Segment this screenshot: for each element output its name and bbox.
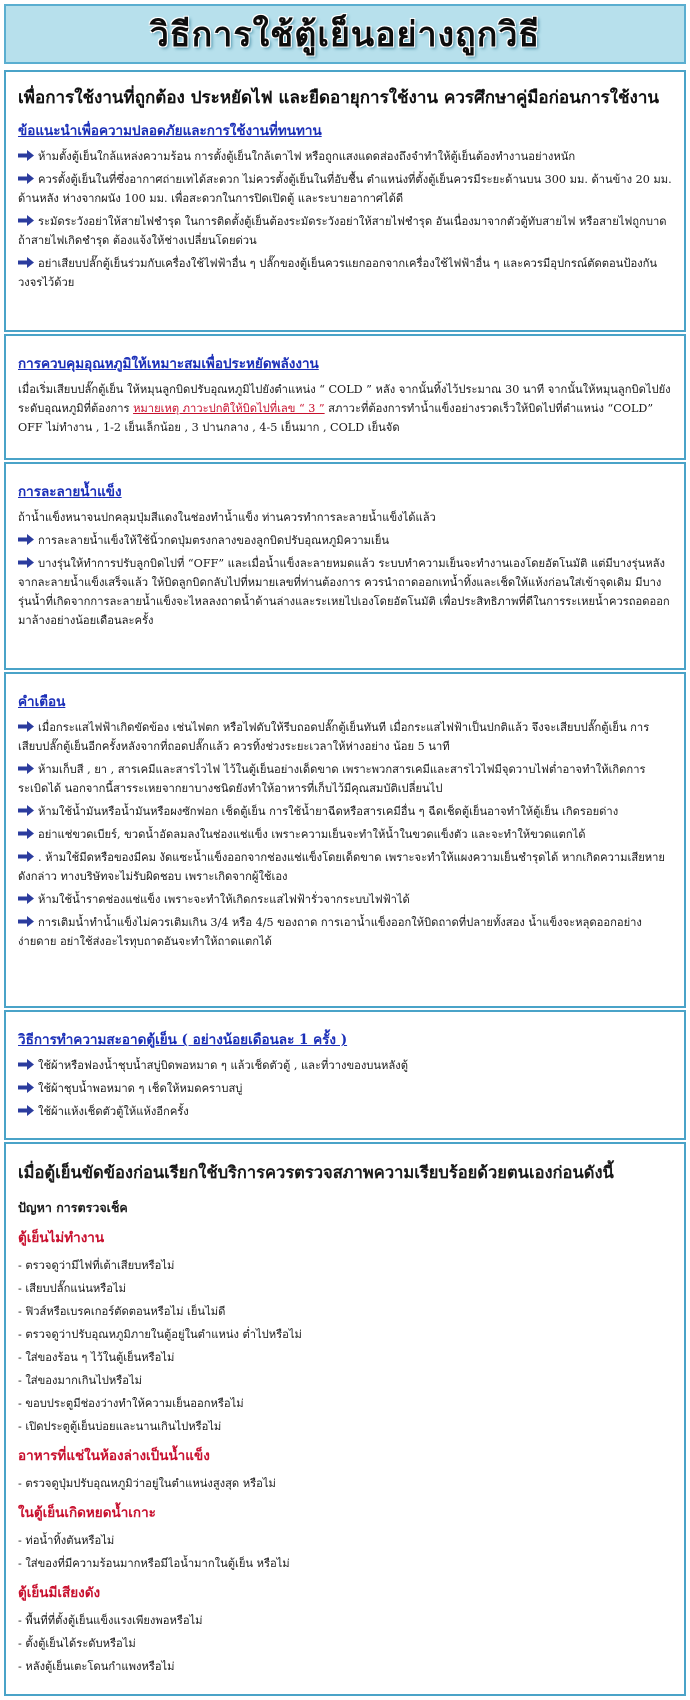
problem-heading: ในตู้เย็นเกิดหยดน้ำเกาะ — [18, 1505, 156, 1521]
list-item-text: ห้ามใช้น้ำราดช่องแช่แข็ง เพราะจะทำให้เกิดกระแสไฟฟ้ารั่วจากระบบไฟฟ้าได้ — [38, 893, 410, 906]
arrow-right-icon — [18, 1082, 34, 1093]
safety-section — [4, 70, 686, 332]
troubleshoot-subtitle: ปัญหา การตรวจเช็ค — [18, 1200, 128, 1215]
temperature-note: หมายเหตุ ภาวะปกติให้บิดไปที่เลข “ 3 ” — [133, 402, 325, 415]
safety-list — [18, 147, 672, 292]
list-item — [18, 802, 672, 821]
list-item — [18, 212, 672, 250]
check-item: - ตั้งตู้เย็นได้ระดับหรือไม่ — [18, 1637, 136, 1650]
arrow-right-icon — [18, 721, 34, 732]
temperature-title: การควบคุมอุณหภูมิให้เหมาะสมเพื่อประหยัดพลังงาน — [18, 356, 319, 372]
check-item: - เปิดประตูตู้เย็นบ่อยและนานเกินไปหรือไม่ — [18, 1420, 222, 1433]
check-item: - ตรวจดูว่าปรับอุณหภูมิภายในตู้อยู่ในตำแหน่ง ต่ำไปหรือไม่ — [18, 1328, 302, 1341]
check-item: - ขอบประตูมีช่องว่างทำให้ความเย็นออกหรือไม่ — [18, 1397, 244, 1410]
list-item-text: . ห้ามใช้มีดหรือของมีคม งัดแซะน้ำแข็งออกจากช่องแช่แข็งโดยเด็ดขาด เพราะจะทำให้แผงความเย็นชำรุดได้ หากเกิดความเสียหายดังกล่าว ทางบริษัทจะไม่รับผิดชอบ เพราะเกิดจากผู้ใช้เอง — [18, 851, 665, 883]
arrow-right-icon — [18, 257, 34, 268]
list-item — [18, 848, 672, 886]
list-item-text: บางรุ่นให้ทำการปรับลูกบิดไปที่ “OFF” และเมื่อน้ำแข็งละลายหมดแล้ว ระบบทำความเย็นจะทำงานเองโดยอัตโนมัติ แต่มีบางรุ่นหลังจากละลายน้ำแข็งเสร็จแล้ว ให้บิดลูกบิดกลับไปที่หมายเลขที่ท่านต้องการ ควรนำถาดออกเทน้ำทิ้งและเช็ดให้แห้งก่อนใส่เข้าจุดเดิม มีบางรุ่นน้ำที่เกิดจากการละลายน้ำแข็งจะไหลลงถาดน้ำด้านล่างและระเหยไปเองโดยอัตโนมัติ เพื่อประสิทธิภาพที่ดีในการระเหยน้ำควรถอดออกมาล้างอย่างน้อยเดือนละครั้ง — [18, 557, 670, 627]
arrow-right-icon — [18, 828, 34, 839]
list-item — [18, 170, 672, 208]
check-item: - ฟิวส์หรือเบรคเกอร์ตัดตอนหรือไม่ เย็นไม่ดี — [18, 1305, 226, 1318]
problem-heading: อาหารที่แช่ในห้องล่างเป็นน้ำแข็ง — [18, 1448, 210, 1464]
arrow-right-icon — [18, 916, 34, 927]
list-item — [18, 825, 672, 844]
list-item-text: การละลายน้ำแข็งให้ใช้นิ้วกดปุ่มตรงกลางของลูกบิดปรับอุณหภูมิความเย็น — [38, 534, 390, 547]
check-item: - ใส่ของร้อน ๆ ไว้ในตู้เย็นหรือไม่ — [18, 1351, 175, 1364]
list-item-text: ห้ามใช้น้ำมันหรือน้ำมันหรือผงซักฟอก เช็ดตู้เย็น การใช้น้ำยาฉีดหรือสารเคมีอื่น ๆ ฉีดเช็ดตู้เย็นอาจทำให้ตู้เย็น เกิดรอยด่าง — [38, 805, 619, 818]
check-item: - ท่อน้ำทิ้งตันหรือไม่ — [18, 1534, 115, 1547]
list-item — [18, 890, 672, 909]
cleaning-title: วิธีการทำความสะอาดตู้เย็น ( อย่างน้อยเดือนละ 1 ครั้ง ) — [18, 1032, 348, 1048]
list-item-text: ควรตั้งตู้เย็นในที่ซึ่งอากาศถ่ายเทได้สะดวก ไม่ควรตั้งตู้เย็นในที่อับชื้น ตำแหน่งที่ตั้งตู้เย็นควรมีระยะด้านบน 300 มม. ด้านข้าง 20 มม. ด้านหลัง ห่างจากผนัง 100 มม. เพื่อสะดวกในการปิดเปิดตู้ และระบายอากาศได้ดี — [18, 173, 672, 205]
defrost-lead: ถ้าน้ำแข็งหนาจนปกคลุมปุ่มสีแดงในช่องทำน้ำแข็ง ท่านควรทำการละลายน้ำแข็งได้แล้ว — [18, 511, 436, 524]
cleaning-section — [4, 1010, 686, 1140]
intro-text: เพื่อการใช้งานที่ถูกต้อง ประหยัดไฟ และยืดอายุการใช้งาน ควรศึกษาคู่มือก่อนการใช้งาน — [18, 88, 660, 108]
check-item: - เสียบปลั๊กแน่นหรือไม่ — [18, 1282, 126, 1295]
list-item-text: อย่าแช่ขวดเบียร์, ขวดน้ำอัดลมลงในช่องแช่แข็ง เพราะความเย็นจะทำให้น้ำในขวดแข็งตัว และจะทำให้ขวดแตกได้ — [38, 828, 586, 841]
arrow-right-icon — [18, 893, 34, 904]
list-item-text: ห้ามตั้งตู้เย็นใกล้แหล่งความร้อน การตั้งตู้เย็นใกล้เตาไฟ หรือถูกแสงแดดส่องถึงจำทำให้ตู้เย็นต้องทำงานอย่างหนัก — [38, 150, 576, 163]
arrow-right-icon — [18, 851, 34, 862]
list-item — [18, 1102, 672, 1121]
list-item — [18, 554, 672, 630]
temperature-text — [18, 380, 672, 437]
temperature-text-before: เมื่อเริ่มเสียบปลั๊กตู้เย็น ให้หมุนลูกบิดปรับอุณหภูมิไปยังตำแหน่ง “ COLD ” หลัง จากนั้นทิ้งไว้ประมาณ 30 นาที จากนั้นให้หมุนลูกบิดไปยังระดับอุณหภูมิที่ต้องการ — [18, 383, 671, 415]
warning-section — [4, 672, 686, 1008]
list-item-text: ห้ามเก็บสี , ยา , สารเคมีและสารไวไฟ ไว้ในตู้เย็นอย่างเด็ดขาด เพราะพวกสารเคมีและสารไวไฟมีจุดวาบไฟต่ำอาจทำให้เกิดการระเบิดได้ นอกจากนี้สารระเหยจากยาบางชนิดยังทำให้อาหารที่เก็บไว้มีคุณสมบัติเปลี่ยนไป — [18, 763, 646, 795]
warning-title: คำเตือน — [18, 694, 66, 710]
list-item — [18, 254, 672, 292]
list-item — [18, 1056, 672, 1075]
arrow-right-icon — [18, 150, 34, 161]
troubleshoot-title: เมื่อตู้เย็นขัดข้องก่อนเรียกใช้บริการควรตรวจสภาพความเรียบร้อยด้วยตนเองก่อนดังนี้ — [18, 1163, 614, 1182]
arrow-right-icon — [18, 805, 34, 816]
check-item: - ใส่ของที่มีความร้อนมากหรือมีไอน้ำมากในตู้เย็น หรือไม่ — [18, 1557, 290, 1570]
list-item-text: ใช้ผ้าแห้งเช็ดตัวตู้ให้แห้งอีกครั้ง — [38, 1105, 189, 1118]
safety-title: ข้อแนะนำเพื่อความปลอดภัยและการใช้งานที่ทนทาน — [18, 123, 322, 139]
arrow-right-icon — [18, 1105, 34, 1116]
defrost-title: การละลายน้ำแข็ง — [18, 484, 122, 500]
check-item: - หลังตู้เย็นเตะโดนกำแพงหรือไม่ — [18, 1660, 175, 1673]
check-item: - ตรวจดูว่ามีไฟที่เต้าเสียบหรือไม่ — [18, 1259, 175, 1272]
problem-heading: ตู้เย็นมีเสียงดัง — [18, 1585, 101, 1601]
arrow-right-icon — [18, 557, 34, 568]
arrow-right-icon — [18, 1059, 34, 1070]
title-banner — [4, 4, 686, 64]
arrow-right-icon — [18, 173, 34, 184]
arrow-right-icon — [18, 534, 34, 545]
list-item-text: ใช้ผ้าหรือฟองน้ำชุบน้ำสบู่บิดพอหมาด ๆ แล้วเช็ดตัวตู้ , และที่วางของบนหลังตู้ — [38, 1059, 408, 1072]
check-item: - ตรวจดูปุ่มปรับอุณหภูมิว่าอยู่ในตำแหน่งสูงสุด หรือไม่ — [18, 1477, 276, 1490]
list-item-text: เมื่อกระแสไฟฟ้าเกิดขัดข้อง เช่นไฟตก หรือไฟดับให้รีบถอดปลั๊กตู้เย็นทันที เมื่อกระแสไฟฟ้าเป็นปกติแล้ว จึงจะเสียบปลั๊กตู้เย็น การเสียบปลั๊กตู้เย็นอีกครั้งหลังจากที่ถอดปลั๊กแล้ว ควรทิ้งช่วงระยะเวลาให้ห่างอย่าง น้อย 5 นาที — [18, 721, 650, 753]
list-item — [18, 913, 672, 951]
list-item — [18, 718, 672, 756]
list-item-text: อย่าเสียบปลั๊กตู้เย็นร่วมกับเครื่องใช้ไฟฟ้าอื่น ๆ ปลั๊กของตู้เย็นควรแยกออกจากเครื่องใช้ไฟฟ้าอื่น ๆ และควรมีอุปกรณ์ตัดตอนป้องกันวงจรไว้ด้วย — [18, 257, 658, 289]
problem-heading: ตู้เย็นไม่ทำงาน — [18, 1230, 105, 1246]
arrow-right-icon — [18, 763, 34, 774]
temperature-section — [4, 334, 686, 460]
list-item-text: ใช้ผ้าชุบน้ำพอหมาด ๆ เช็ดให้หมดคราบสบู่ — [38, 1082, 243, 1095]
check-item: - พื้นที่ที่ตั้งตู้เย็นแข็งแรงเพียงพอหรือไม่ — [18, 1614, 203, 1627]
temperature-text-after: สภาวะที่ต้องการทำน้ำแข็งอย่างรวดเร็วให้บิดไปที่ตำแหน่ง “COLD” OFF ไม่ทำงาน , 1-2 เย็นเล็กน้อย , 3 ปานกลาง , 4-5 เย็นมาก , COLD เย็นจัด — [18, 402, 654, 434]
arrow-right-icon — [18, 215, 34, 226]
page-title: วิธีการใช้ตู้เย็นอย่างถูกวิธี — [149, 15, 541, 55]
list-item — [18, 1079, 672, 1098]
troubleshoot-section — [4, 1142, 686, 1696]
list-item-text: ระมัดระวังอย่าให้สายไฟชำรุด ในการติดตั้งตู้เย็นต้องระมัดระวังอย่าให้สายไฟชำรุด อันเนื่องมาจากตัวตู้ทับสายไฟ หรือสายไฟถูกบาด ถ้าสายไฟเกิดชำรุด ต้องแจ้งให้ช่างเปลี่ยนโดยด่วน — [18, 215, 667, 247]
list-item — [18, 531, 672, 550]
list-item — [18, 760, 672, 798]
list-item-text: การเติมน้ำทำน้ำแข็งไม่ควรเติมเกิน 3/4 หรือ 4/5 ของถาด การเอาน้ำแข็งออกให้บิดถาดที่ปลายทั้งสอง น้ำแข็งจะหลุดออกอย่างง่ายดาย อย่าใช้ส่งอะไรทุบถาดอันจะทำให้ถาดแตกได้ — [18, 916, 642, 948]
defrost-section — [4, 462, 686, 670]
check-item: - ใส่ของมากเกินไปหรือไม่ — [18, 1374, 142, 1387]
list-item — [18, 147, 672, 166]
